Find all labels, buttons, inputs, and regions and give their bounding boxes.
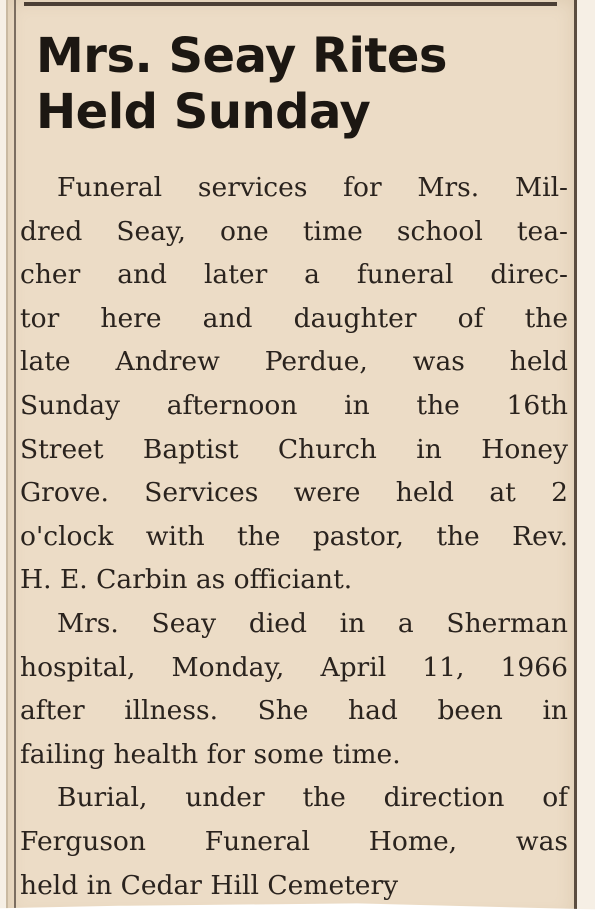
text-line: Grove. Services were held at 2 <box>20 477 568 509</box>
text-line: hospital, Monday, April 11, 1966 <box>20 651 568 683</box>
paragraph-1 <box>20 166 568 602</box>
text-line: Funeral services for Mrs. Mil- <box>57 172 568 203</box>
text-line: dred Seay, one time school tea- <box>20 215 568 247</box>
text-line: H. E. Carbin as officiant. <box>20 564 353 596</box>
text-line: Street Baptist Church in Honey <box>20 433 568 465</box>
text-line: Ferguson Funeral Home, was <box>20 825 568 857</box>
article-body <box>20 166 568 905</box>
headline-line-1: Mrs. Seay Rites <box>36 28 447 84</box>
text-line: after illness. She had been in <box>20 695 568 727</box>
text-line: o'clock with the pastor, the Rev. <box>20 520 568 552</box>
left-column-rule <box>14 0 16 919</box>
text-line: failing health for some time. <box>20 738 401 770</box>
right-column-rule <box>574 0 577 919</box>
paragraph-2 <box>20 602 568 776</box>
text-line: late Andrew Perdue, was held <box>20 346 568 378</box>
text-line: Sunday afternoon in the 16th <box>20 389 568 421</box>
text-line-cut-off: held in Cedar Hill Cemetery <box>20 869 399 901</box>
headline <box>36 28 556 140</box>
text-line: tor here and daughter of the <box>20 302 568 334</box>
text-line: cher and later a funeral direc- <box>20 259 568 291</box>
top-rule <box>24 2 557 6</box>
text-line: Mrs. Seay died in a Sherman <box>57 607 568 639</box>
paragraph-3 <box>20 776 568 904</box>
text-line: Burial, under the direction of <box>57 782 568 814</box>
headline-line-2: Held Sunday <box>36 84 371 140</box>
